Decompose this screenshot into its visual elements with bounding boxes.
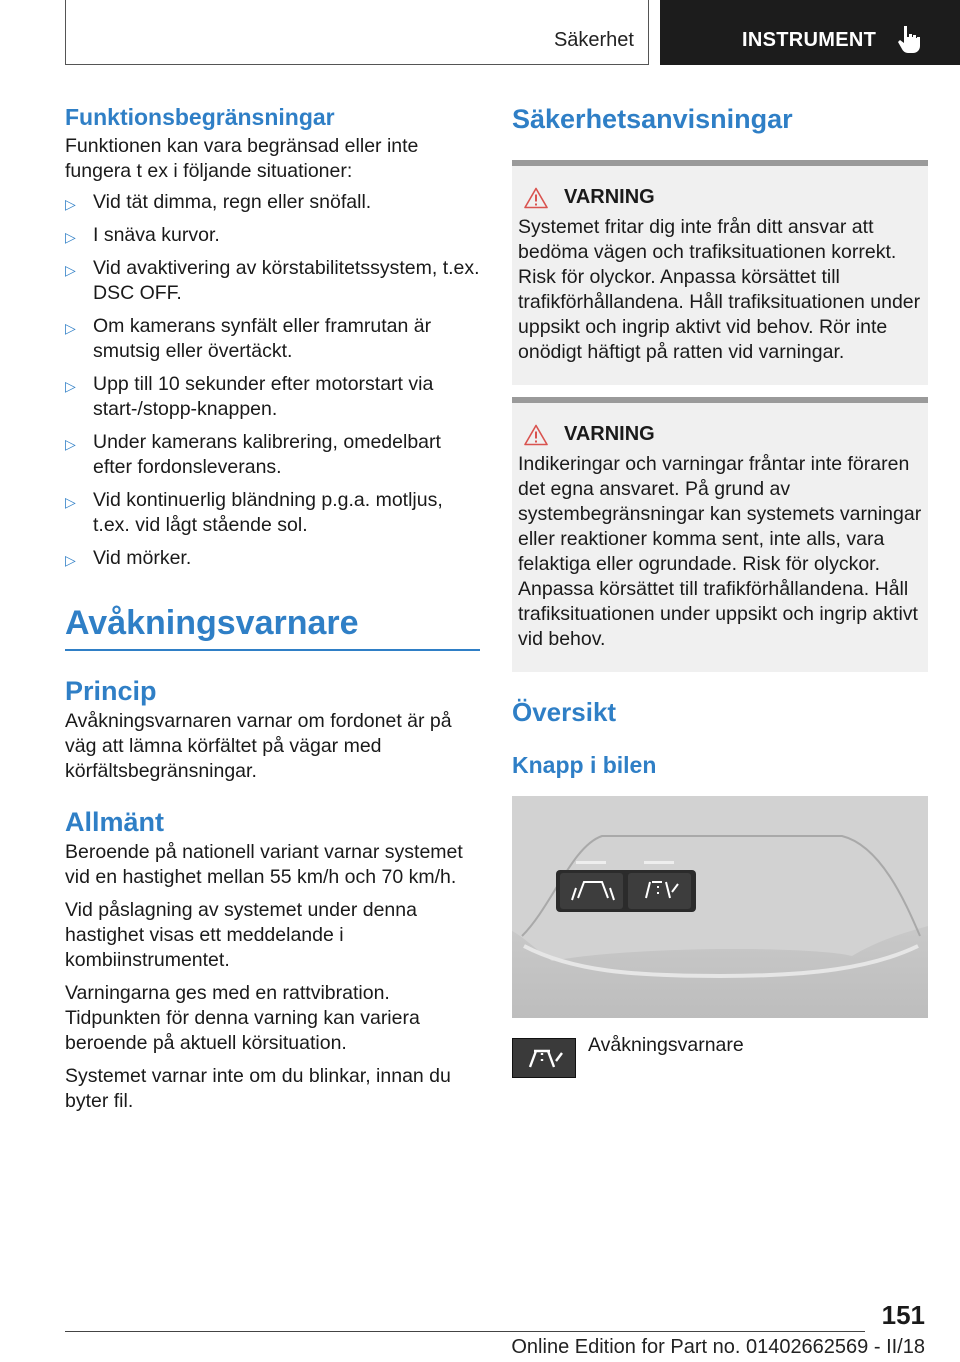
footer-divider — [65, 1331, 865, 1332]
warning-text: Indikeringar och varningar fråntar inte föraren det egna ansvaret. På grund av systembegränsningar kan systemets varningar eller reaktioner komma sent, inte alls, vara felaktiga eller ogrundade. Risk för olyckor. Anpassa körsättet till trafikförhållandena. Håll trafiksituationen under uppsikt och ingrip aktivt vid behov. — [518, 453, 922, 650]
list-item: ▷ Upp till 10 sekunder efter motorstart via start-/stopp-knappen. — [65, 373, 434, 420]
limits-heading: Funktionsbegränsningar — [65, 104, 335, 130]
warning-title: VARNING — [564, 423, 655, 445]
principle-text: Avåkningsvarnaren varnar om fordonet är på väg att lämna körfältet på vägar med körfältsbegränsningar. — [65, 710, 452, 782]
triangle-bullet-icon: ▷ — [65, 436, 76, 452]
triangle-bullet-icon: ▷ — [65, 320, 76, 336]
triangle-bullet-icon: ▷ — [65, 378, 76, 394]
hand-pointer-icon — [896, 24, 922, 54]
section-label: Säkerhet — [553, 29, 634, 51]
triangle-bullet-icon: ▷ — [65, 552, 76, 568]
tab-label: INSTRUMENT — [742, 29, 877, 51]
instrument-tab[interactable] — [660, 0, 960, 65]
main-heading: Avåkningsvarnare — [65, 604, 359, 642]
list-item: ▷ Under kamerans kalibrering, omedelbart efter fordonsleverans. — [65, 431, 441, 478]
edition-text: Online Edition for Part no. 01402662569 - II/18 — [511, 1336, 925, 1358]
general-paragraph: Systemet varnar inte om du blinkar, innan du byter fil. — [65, 1065, 451, 1112]
warning-triangle-icon — [524, 424, 548, 446]
warning-text: Systemet fritar dig inte från ditt ansvar att bedöma vägen och trafiksituationen korrekt. Risk för olyckor. Anpassa körsättet till trafikförhållandena. Håll trafiksituationen under uppsikt och ingrip aktivt vid behov. Rör inte onödigt häftigt på ratten vid varningar. — [518, 216, 921, 363]
list-item: ▷ Vid kontinuerlig bländning p.g.a. motljus, t.ex. vid lågt stående sol. — [65, 489, 443, 536]
list-item: ▷ Vid tät dimma, regn eller snöfall. — [65, 190, 480, 215]
button-photo — [512, 796, 928, 1018]
warning-box — [512, 160, 928, 385]
list-item: ▷ Om kamerans synfält eller framrutan är smutsig eller övertäckt. — [65, 315, 432, 362]
list-item: ▷ I snäva kurvor. — [65, 223, 480, 248]
car-buttons-illustration — [512, 796, 928, 1018]
warning-title: VARNING — [564, 186, 655, 208]
triangle-bullet-icon: ▷ — [65, 262, 76, 278]
lane-departure-button-icon — [512, 1038, 576, 1078]
warning-box — [512, 397, 928, 672]
button-heading: Knapp i bilen — [512, 752, 657, 778]
left-column — [65, 100, 480, 1114]
warning-triangle-icon — [524, 187, 548, 209]
general-heading: Allmänt — [65, 807, 165, 837]
safety-heading: Säkerhetsanvisningar — [512, 104, 793, 134]
principle-heading: Princip — [65, 676, 157, 706]
general-paragraph: Varningarna ges med en rattvibration. Tidpunkten för denna varning kan variera beroende på aktuell körsituation. — [65, 982, 420, 1054]
general-paragraph: Vid påslagning av systemet under denna hastighet visas ett meddelande i kombiinstrumentet. — [65, 899, 417, 971]
header-section-box — [65, 0, 649, 65]
list-item: ▷ Vid mörker. — [65, 546, 480, 571]
general-paragraph: Beroende på nationell variant varnar systemet vid en hastighet mellan 55 km/h och 70 km/h. — [65, 841, 463, 888]
triangle-bullet-icon: ▷ — [65, 494, 76, 510]
button-caption: Avåkningsvarnare — [588, 1034, 744, 1056]
triangle-bullet-icon: ▷ — [65, 229, 76, 245]
limits-list — [65, 190, 480, 571]
page-number: 151 — [881, 1300, 925, 1330]
overview-heading: Översikt — [512, 697, 617, 727]
list-item: ▷ Vid avaktivering av körstabilitetssystem, t.ex. DSC OFF. — [65, 257, 480, 304]
heading-divider — [65, 649, 480, 651]
right-column — [512, 100, 928, 1078]
triangle-bullet-icon: ▷ — [65, 196, 76, 212]
limits-intro: Funktionen kan vara begränsad eller inte fungera t ex i följande situationer: — [65, 135, 419, 182]
